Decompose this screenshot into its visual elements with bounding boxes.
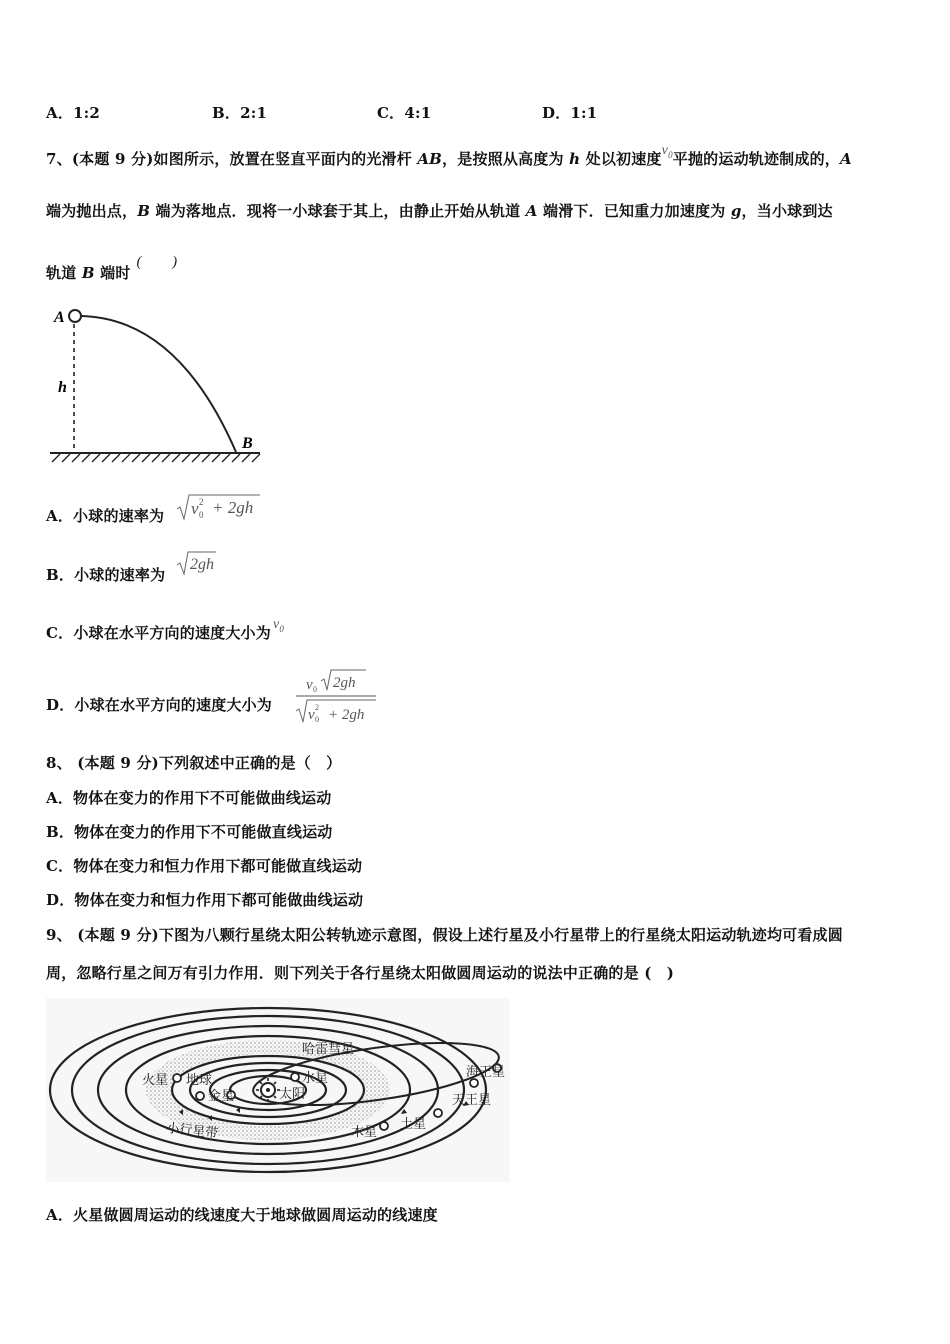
ground-hatching: [52, 454, 260, 462]
label-halley-comet: 哈雷彗星: [302, 1042, 355, 1057]
q7-option-b: B．小球的速率为: [46, 566, 166, 584]
label-jupiter: 木星: [351, 1125, 378, 1140]
q7-option-a-formula: [176, 492, 262, 522]
q8-option-c: C．物体在变力和恒力作用下都可能做直线运动: [46, 857, 363, 875]
label-mars: 火星: [142, 1073, 169, 1088]
q6-option-d: D．1:1: [542, 104, 598, 122]
svg-text:2: 2: [199, 497, 204, 507]
label-A: A: [54, 309, 65, 326]
svg-text:v: v: [306, 677, 313, 693]
label-earth: 地球: [186, 1073, 213, 1088]
label-asteroid-belt: 小行星带: [165, 1121, 219, 1142]
svg-text:v: v: [191, 499, 199, 518]
svg-text:0: 0: [313, 685, 317, 694]
svg-text:2gh: 2gh: [333, 675, 356, 691]
label-sun: 太阳: [279, 1087, 306, 1102]
uranus-icon: [470, 1079, 478, 1087]
q7-stem-line1: 7、(本题 9 分)如图所示，放置在竖直平面内的光滑杆 AB，是按照从高度为 h 处以初速度$v_0$平抛的运动轨迹制成的，A: [46, 143, 852, 168]
q9-solar-system-figure: [46, 998, 510, 1182]
q8-option-d: D．物体在变力和恒力作用下都可能做曲线运动: [46, 891, 364, 909]
label-B: B: [242, 435, 253, 452]
mercury-icon: [291, 1073, 299, 1081]
label-venus: 金星: [208, 1089, 235, 1104]
label-uranus: 天王星: [452, 1093, 492, 1108]
trajectory-curve: [75, 316, 236, 452]
q7-option-a: A．小球的速率为: [46, 507, 165, 525]
q9-option-a: A．火星做圆周运动的线速度大于地球做圆周运动的线速度: [46, 1206, 438, 1224]
q7-option-c: C．小球在水平方向的速度大小为 $v_0$: [46, 617, 285, 642]
q7-option-d: D．小球在水平方向的速度大小为: [46, 696, 273, 714]
mars-icon: [173, 1074, 181, 1082]
label-h: h: [58, 379, 67, 396]
q7-option-b-formula: [176, 550, 218, 578]
svg-text:+ 2gh: + 2gh: [212, 498, 254, 517]
q7-option-d-formula: [294, 666, 378, 726]
q7-trajectory-figure: [46, 300, 266, 472]
jupiter-icon: [380, 1122, 388, 1130]
q9-stem-line2: 周，忽略行星之间万有引力作用．则下列关于各行星绕太阳做圆周运动的说法中正确的是 ( ): [46, 964, 675, 982]
q6-option-c: C．4:1: [377, 104, 432, 122]
saturn-icon: [434, 1109, 442, 1117]
q8-stem: 8、 (本题 9 分)下列叙述中正确的是（ ）: [46, 754, 342, 772]
svg-text:0: 0: [315, 715, 319, 724]
svg-text:+ 2gh: + 2gh: [328, 707, 365, 723]
q7-stem-line2: 端为抛出点，B 端为落地点．现将一小球套于其上，由静止开始从轨道 A 端滑下．已知重力加速度为 g，当小球到达: [46, 202, 833, 220]
q8-option-b: B．物体在变力的作用下不可能做直线运动: [46, 823, 333, 841]
svg-text:2: 2: [315, 703, 319, 712]
label-saturn: 土星: [400, 1117, 427, 1132]
ball-at-A: [69, 310, 81, 322]
svg-text:2gh: 2gh: [190, 556, 214, 573]
q6-option-a: A．1:2: [46, 104, 101, 122]
svg-text:0: 0: [199, 510, 204, 520]
svg-text:v: v: [308, 707, 315, 723]
label-neptune: 海王星: [465, 1065, 505, 1080]
label-mercury: 水星: [302, 1071, 329, 1086]
earth-icon: [196, 1092, 204, 1100]
q6-option-b: B．2:1: [212, 104, 268, 122]
q7-stem-line3: 轨道 B 端时( ): [46, 254, 178, 282]
q9-stem-line1: 9、 (本题 9 分)下图为八颗行星绕太阳公转轨迹示意图，假设上述行星及小行星带上的行星绕太阳运动轨迹均可看成圆: [46, 926, 843, 944]
q8-option-a: A．物体在变力的作用下不可能做曲线运动: [46, 789, 332, 807]
